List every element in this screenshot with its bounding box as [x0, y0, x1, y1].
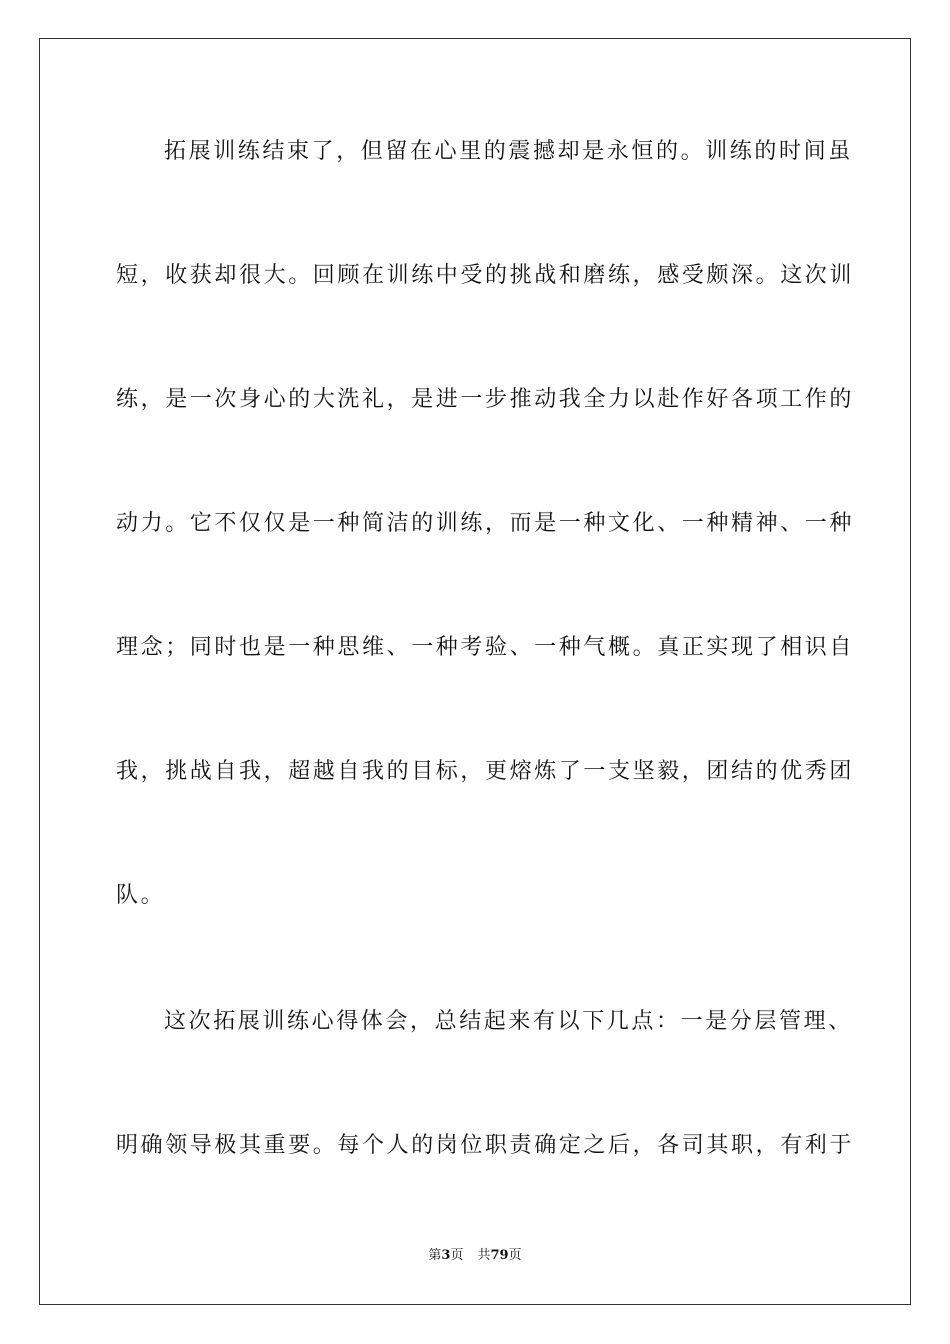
paragraph-1-line-5: 理念；同时也是一种思维、一种考验、一种气概。真正实现了相识自	[116, 635, 855, 660]
paragraph-1-line-2: 短，收获却很大。回顾在训练中受的挑战和磨练，感受颇深。这次训	[116, 263, 855, 288]
paragraph-1-line-4: 动力。它不仅仅是一种简洁的训练，而是一种文化、一种精神、一种	[116, 511, 855, 536]
paragraph-2-line-2: 明确领导极其重要。每个人的岗位职责确定之后，各司其职，有利于	[116, 1133, 855, 1158]
page-border	[39, 38, 911, 1305]
paragraph-1-line-7: 队。	[116, 883, 166, 908]
paragraph-1-line-3: 练，是一次身心的大洗礼，是进一步推动我全力以赴作好各项工作的	[116, 387, 855, 412]
paragraph-1-line-6: 我，挑战自我，超越自我的目标，更熔炼了一支坚毅，团结的优秀团	[116, 759, 855, 784]
page-number-label: 第3页	[428, 1248, 464, 1263]
total-pages-label: 共79页	[477, 1248, 522, 1263]
paragraph-2-line-1: 这次拓展训练心得体会，总结起来有以下几点：一是分层管理、	[164, 1009, 853, 1034]
paragraph-1-line-1: 拓展训练结束了，但留在心里的震撼却是永恒的。训练的时间虽	[164, 139, 853, 164]
page-footer	[0, 1247, 950, 1265]
